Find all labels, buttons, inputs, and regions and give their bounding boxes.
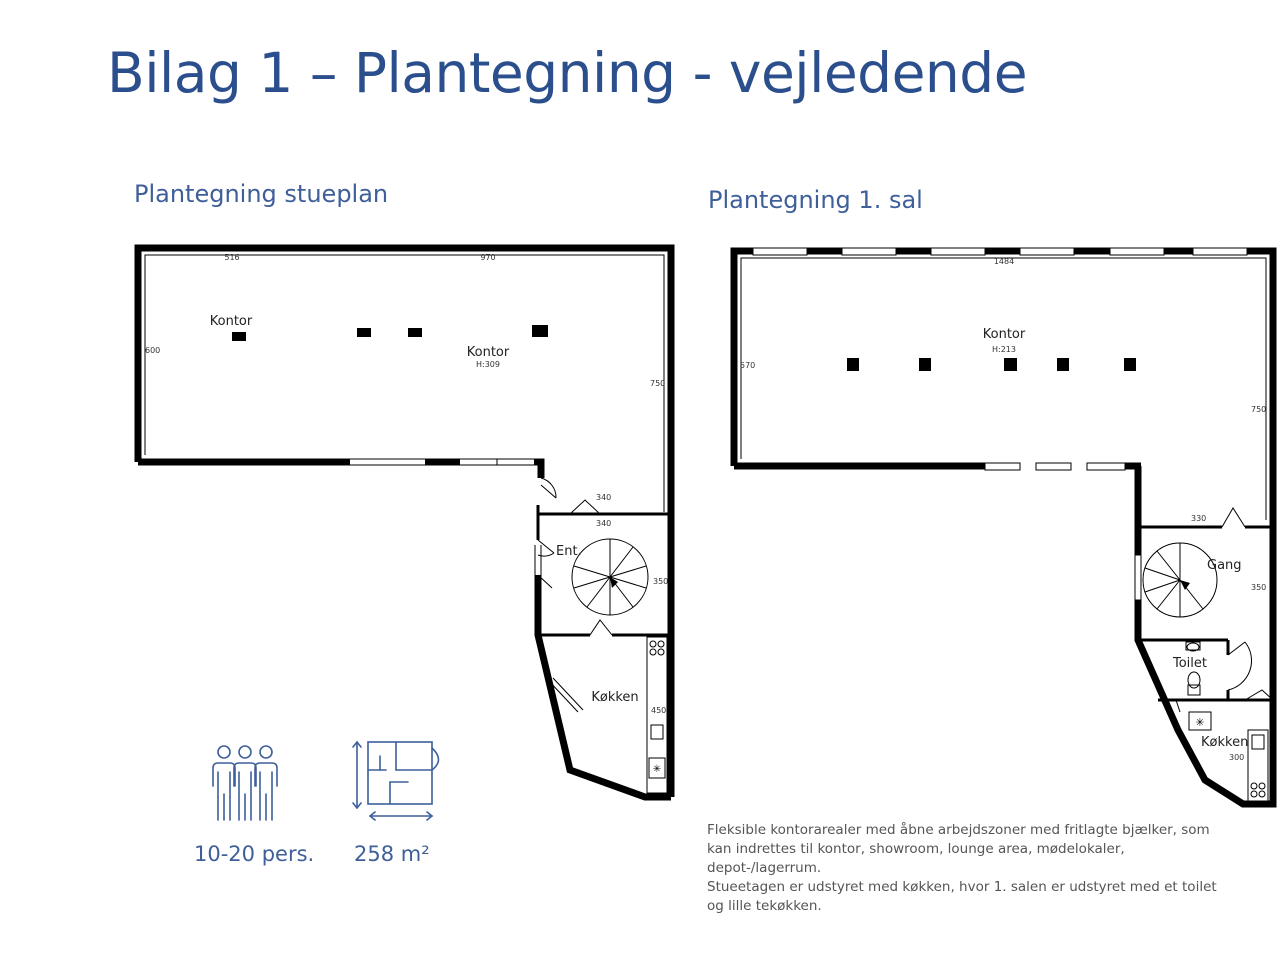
first-column	[1057, 358, 1069, 371]
first-floor-heading: Plantegning 1. sal	[708, 186, 923, 214]
ground-dim-label: 340	[596, 519, 612, 528]
ground-dim-label: 970	[480, 253, 496, 262]
ground-room-office-main: Kontor	[466, 345, 510, 360]
floor-area: 258 m²	[354, 842, 430, 866]
ground-dim-label: 750	[650, 379, 666, 388]
first-freezer-icon: ✳	[1195, 716, 1205, 729]
first-room-office: Kontor	[982, 327, 1026, 342]
page-title: Bilag 1 – Plantegning - vejledende	[107, 41, 1028, 105]
ground-room-office-left: Kontor	[209, 314, 253, 329]
first-room-kitchen: Køkken	[1201, 735, 1249, 750]
first-dim-label: 750	[1251, 405, 1267, 414]
ground-room-kitchen: Køkken	[591, 690, 639, 705]
first-dim-label: 1484	[993, 257, 1015, 266]
first-room-office-height: H:213	[992, 345, 1016, 354]
description-paragraph-1: Fleksible kontorarealer med åbne arbejdszoner med fritlagte bjælker, som kan indrettes til kontor, showroom, lounge area, mødelokaler, depot-/lagerrum.	[707, 822, 1210, 876]
ground-dim-label: 516	[224, 253, 240, 262]
ground-dim-label: 450	[651, 706, 667, 715]
first-windows	[753, 248, 1247, 600]
first-dim-label: 350	[1251, 583, 1267, 592]
first-room-hall: Gang	[1207, 558, 1242, 573]
first-column	[919, 358, 931, 371]
first-dim-label: 300	[1229, 753, 1245, 762]
first-column	[847, 358, 859, 371]
ground-room-entrance: Ent.	[556, 544, 582, 559]
ground-room-office-height: H:309	[476, 360, 500, 369]
ground-dim-label: 350	[653, 577, 669, 586]
ground-dim-label: 600	[145, 346, 161, 355]
floorplan-area-icon	[350, 738, 448, 824]
persons-capacity: 10-20 pers.	[194, 842, 315, 866]
ground-dim-label: 340	[596, 493, 612, 502]
description-paragraph-2: Stueetagen er udstyret med køkken, hvor 1. salen er udstyret med et toilet og lille tekøkken.	[707, 879, 1217, 914]
ground-floor-heading: Plantegning stueplan	[134, 180, 389, 208]
first-dim-label: 570	[740, 361, 756, 370]
first-dim-label: 330	[1191, 514, 1207, 523]
first-room-toilet: Toilet	[1173, 656, 1208, 671]
first-column	[1004, 358, 1017, 371]
people-icon	[206, 742, 284, 824]
first-column	[1124, 358, 1136, 371]
ground-freezer-icon: ✳	[652, 764, 662, 775]
